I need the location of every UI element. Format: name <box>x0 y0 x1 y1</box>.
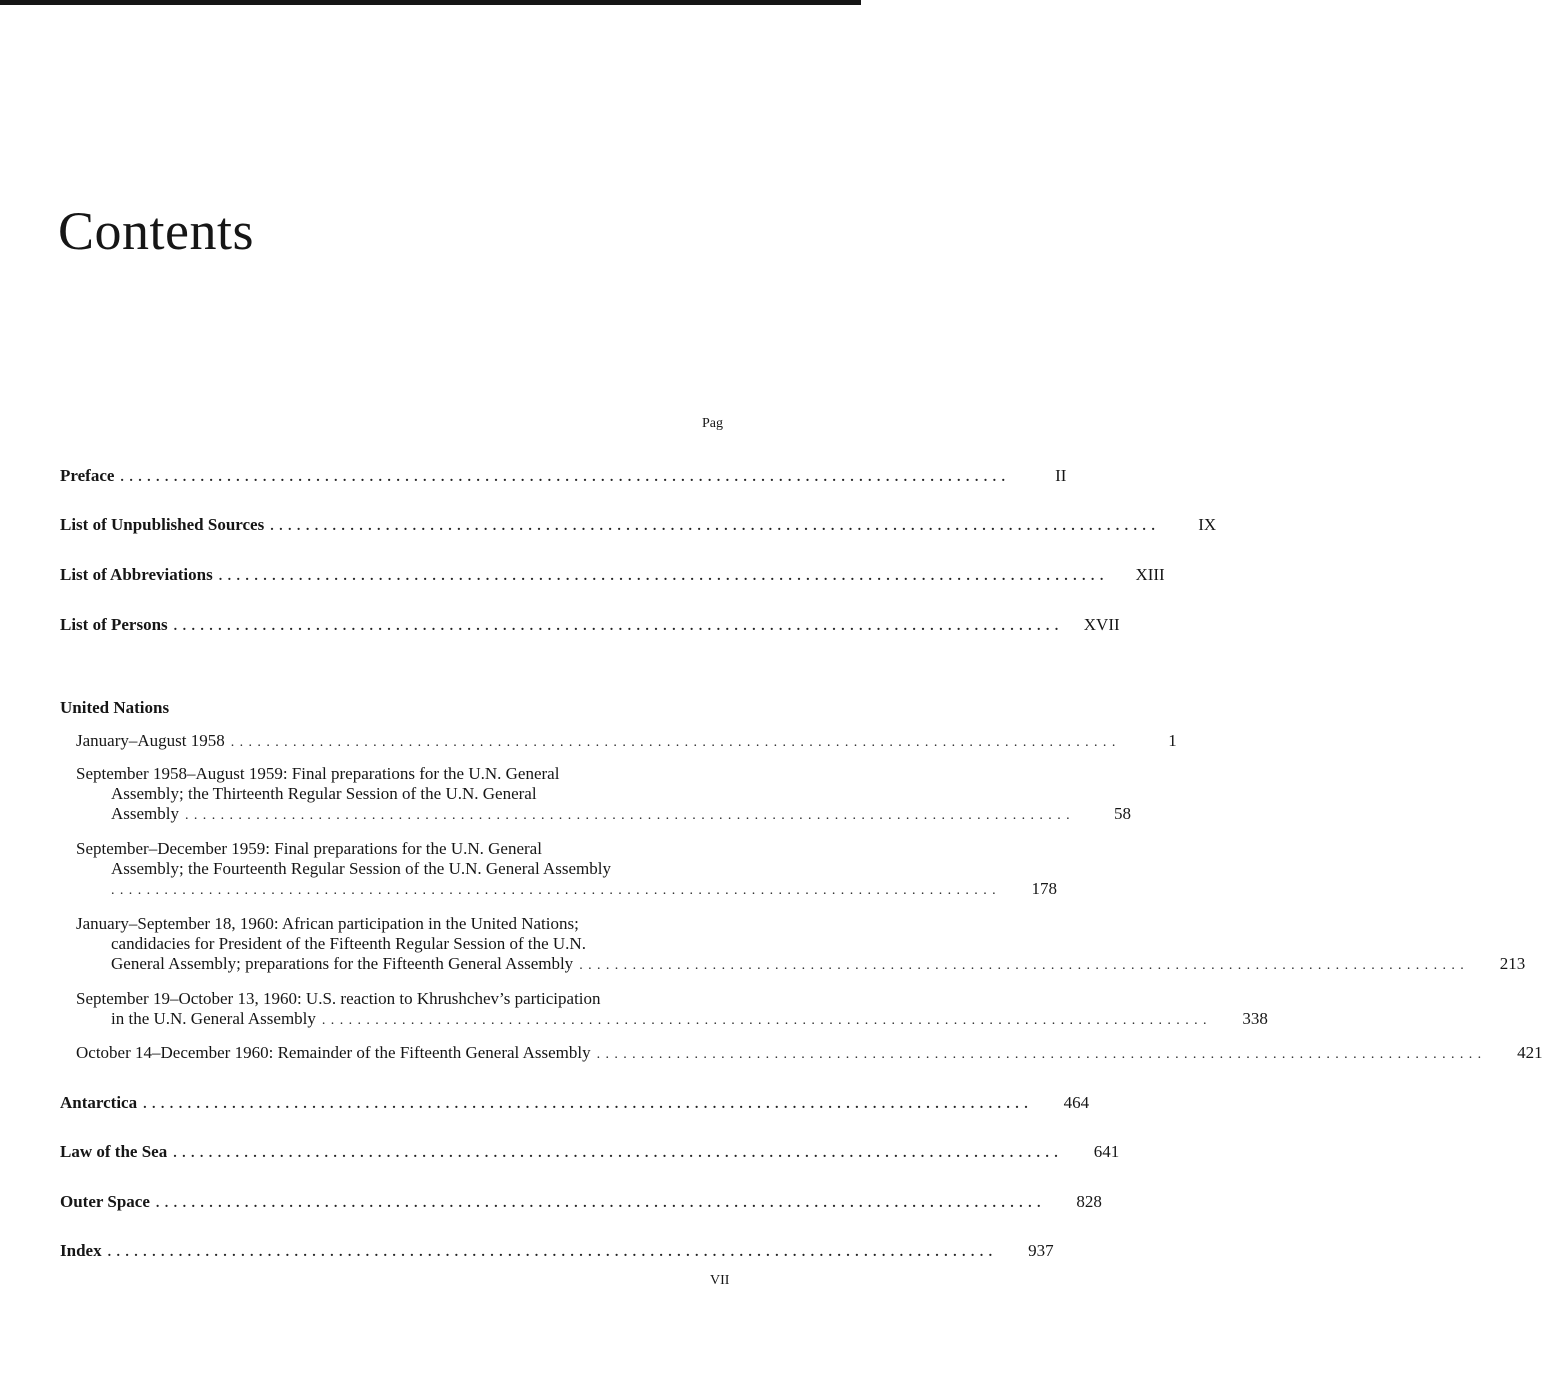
top-rule <box>0 0 861 5</box>
toc-entry-page: IX <box>1198 515 1217 534</box>
toc-subentry <box>76 731 1177 753</box>
toc-entry-label: List of Persons <box>60 615 168 634</box>
toc-entry-page: II <box>1055 466 1067 485</box>
toc-entry-label: List of Unpublished Sources <box>60 515 265 534</box>
leader-dots: .................................................................................................... <box>120 470 1011 485</box>
toc-entry-abbreviations <box>60 565 1165 587</box>
toc-entry-unpublished-sources <box>60 515 1217 537</box>
toc-entry-label: Preface <box>60 466 115 485</box>
page-column-label: Pag <box>702 416 723 431</box>
toc-entry-page: XIII <box>1135 565 1165 584</box>
toc-subentry-line: September 19–October 13, 1960: U.S. reaction to Khrushchev’s participation <box>76 989 601 1008</box>
toc-subentry-line: Assembly <box>111 804 179 823</box>
toc-entry-index <box>60 1241 1054 1263</box>
toc-entry-antarctica <box>60 1093 1090 1115</box>
toc-entry-persons <box>60 615 1120 637</box>
leader-dots: .................................................................................................... <box>107 1245 998 1260</box>
toc-subentry <box>76 764 1131 826</box>
toc-entry-page: 338 <box>1242 1009 1268 1028</box>
toc-subentry-label: January–August 1958 <box>76 731 225 750</box>
toc-entry-law-of-the-sea <box>60 1142 1120 1164</box>
toc-entry-page: 1 <box>1168 731 1177 750</box>
leader-dots: .................................................................................................... <box>111 883 1001 898</box>
toc-subentry <box>76 989 1268 1031</box>
toc-entry-page: 641 <box>1093 1142 1120 1161</box>
toc-subentry <box>76 914 1526 976</box>
toc-subentry <box>76 839 1057 901</box>
page-title: Contents <box>58 201 255 261</box>
toc-entry-label: Antarctica <box>60 1093 138 1112</box>
leader-dots: .................................................................................................... <box>143 1097 1034 1112</box>
toc-entry-label: Law of the Sea <box>60 1142 168 1161</box>
leader-dots: .................................................................................................... <box>155 1196 1046 1211</box>
toc-subentry-line: Assembly; the Thirteenth Regular Session of the U.N. General <box>111 784 537 803</box>
leader-dots: .................................................................................................... <box>218 569 1109 584</box>
leader-dots: .................................................................................................... <box>321 1013 1212 1028</box>
toc-subentry-line: September 1958–August 1959: Final preparations for the U.N. General <box>76 764 560 783</box>
toc-entry-label: Outer Space <box>60 1192 150 1211</box>
section-heading: United Nations <box>60 698 170 717</box>
toc-subentry-line: candidacies for President of the Fifteenth Regular Session of the U.N. <box>111 934 586 953</box>
toc-entry-outer-space <box>60 1192 1102 1214</box>
leader-dots: .................................................................................................... <box>596 1047 1487 1062</box>
toc-entry-page: 213 <box>1499 954 1526 973</box>
toc-subentry-label: October 14–December 1960: Remainder of the Fifteenth General Assembly <box>76 1043 591 1062</box>
toc-entry-label: Index <box>60 1241 102 1260</box>
toc-subentry-line: in the U.N. General Assembly <box>111 1009 316 1028</box>
page-folio: VII <box>710 1273 730 1288</box>
leader-dots: .................................................................................................... <box>173 1146 1064 1161</box>
toc-entry-page: 937 <box>1028 1241 1054 1260</box>
toc-entry-preface <box>60 466 1067 488</box>
toc-subentry-line: General Assembly; preparations for the Fifteenth General Assembly <box>111 954 574 973</box>
leader-dots: .................................................................................................... <box>270 519 1161 534</box>
leader-dots: .................................................................................................... <box>185 808 1075 823</box>
toc-entry-page: 178 <box>1031 879 1057 898</box>
toc-subentry <box>76 1043 1543 1065</box>
leader-dots: .................................................................................................... <box>579 958 1470 973</box>
toc-entry-page: XVII <box>1083 615 1120 634</box>
toc-entry-page: 828 <box>1076 1192 1102 1211</box>
toc-entry-page: 421 <box>1517 1043 1543 1062</box>
toc-entry-label: List of Abbreviations <box>60 565 213 584</box>
toc-entry-page: 464 <box>1063 1093 1090 1112</box>
toc-entry-page: 58 <box>1114 804 1131 823</box>
toc-subentry-line: Assembly; the Fourteenth Regular Session of the U.N. General Assembly <box>111 859 612 878</box>
leader-dots: .................................................................................................... <box>173 619 1064 634</box>
toc-subentry-line: January–September 18, 1960: African participation in the United Nations; <box>76 914 579 933</box>
toc-subentry-line: September–December 1959: Final preparations for the U.N. General <box>76 839 542 858</box>
leader-dots: .................................................................................................... <box>230 735 1121 750</box>
